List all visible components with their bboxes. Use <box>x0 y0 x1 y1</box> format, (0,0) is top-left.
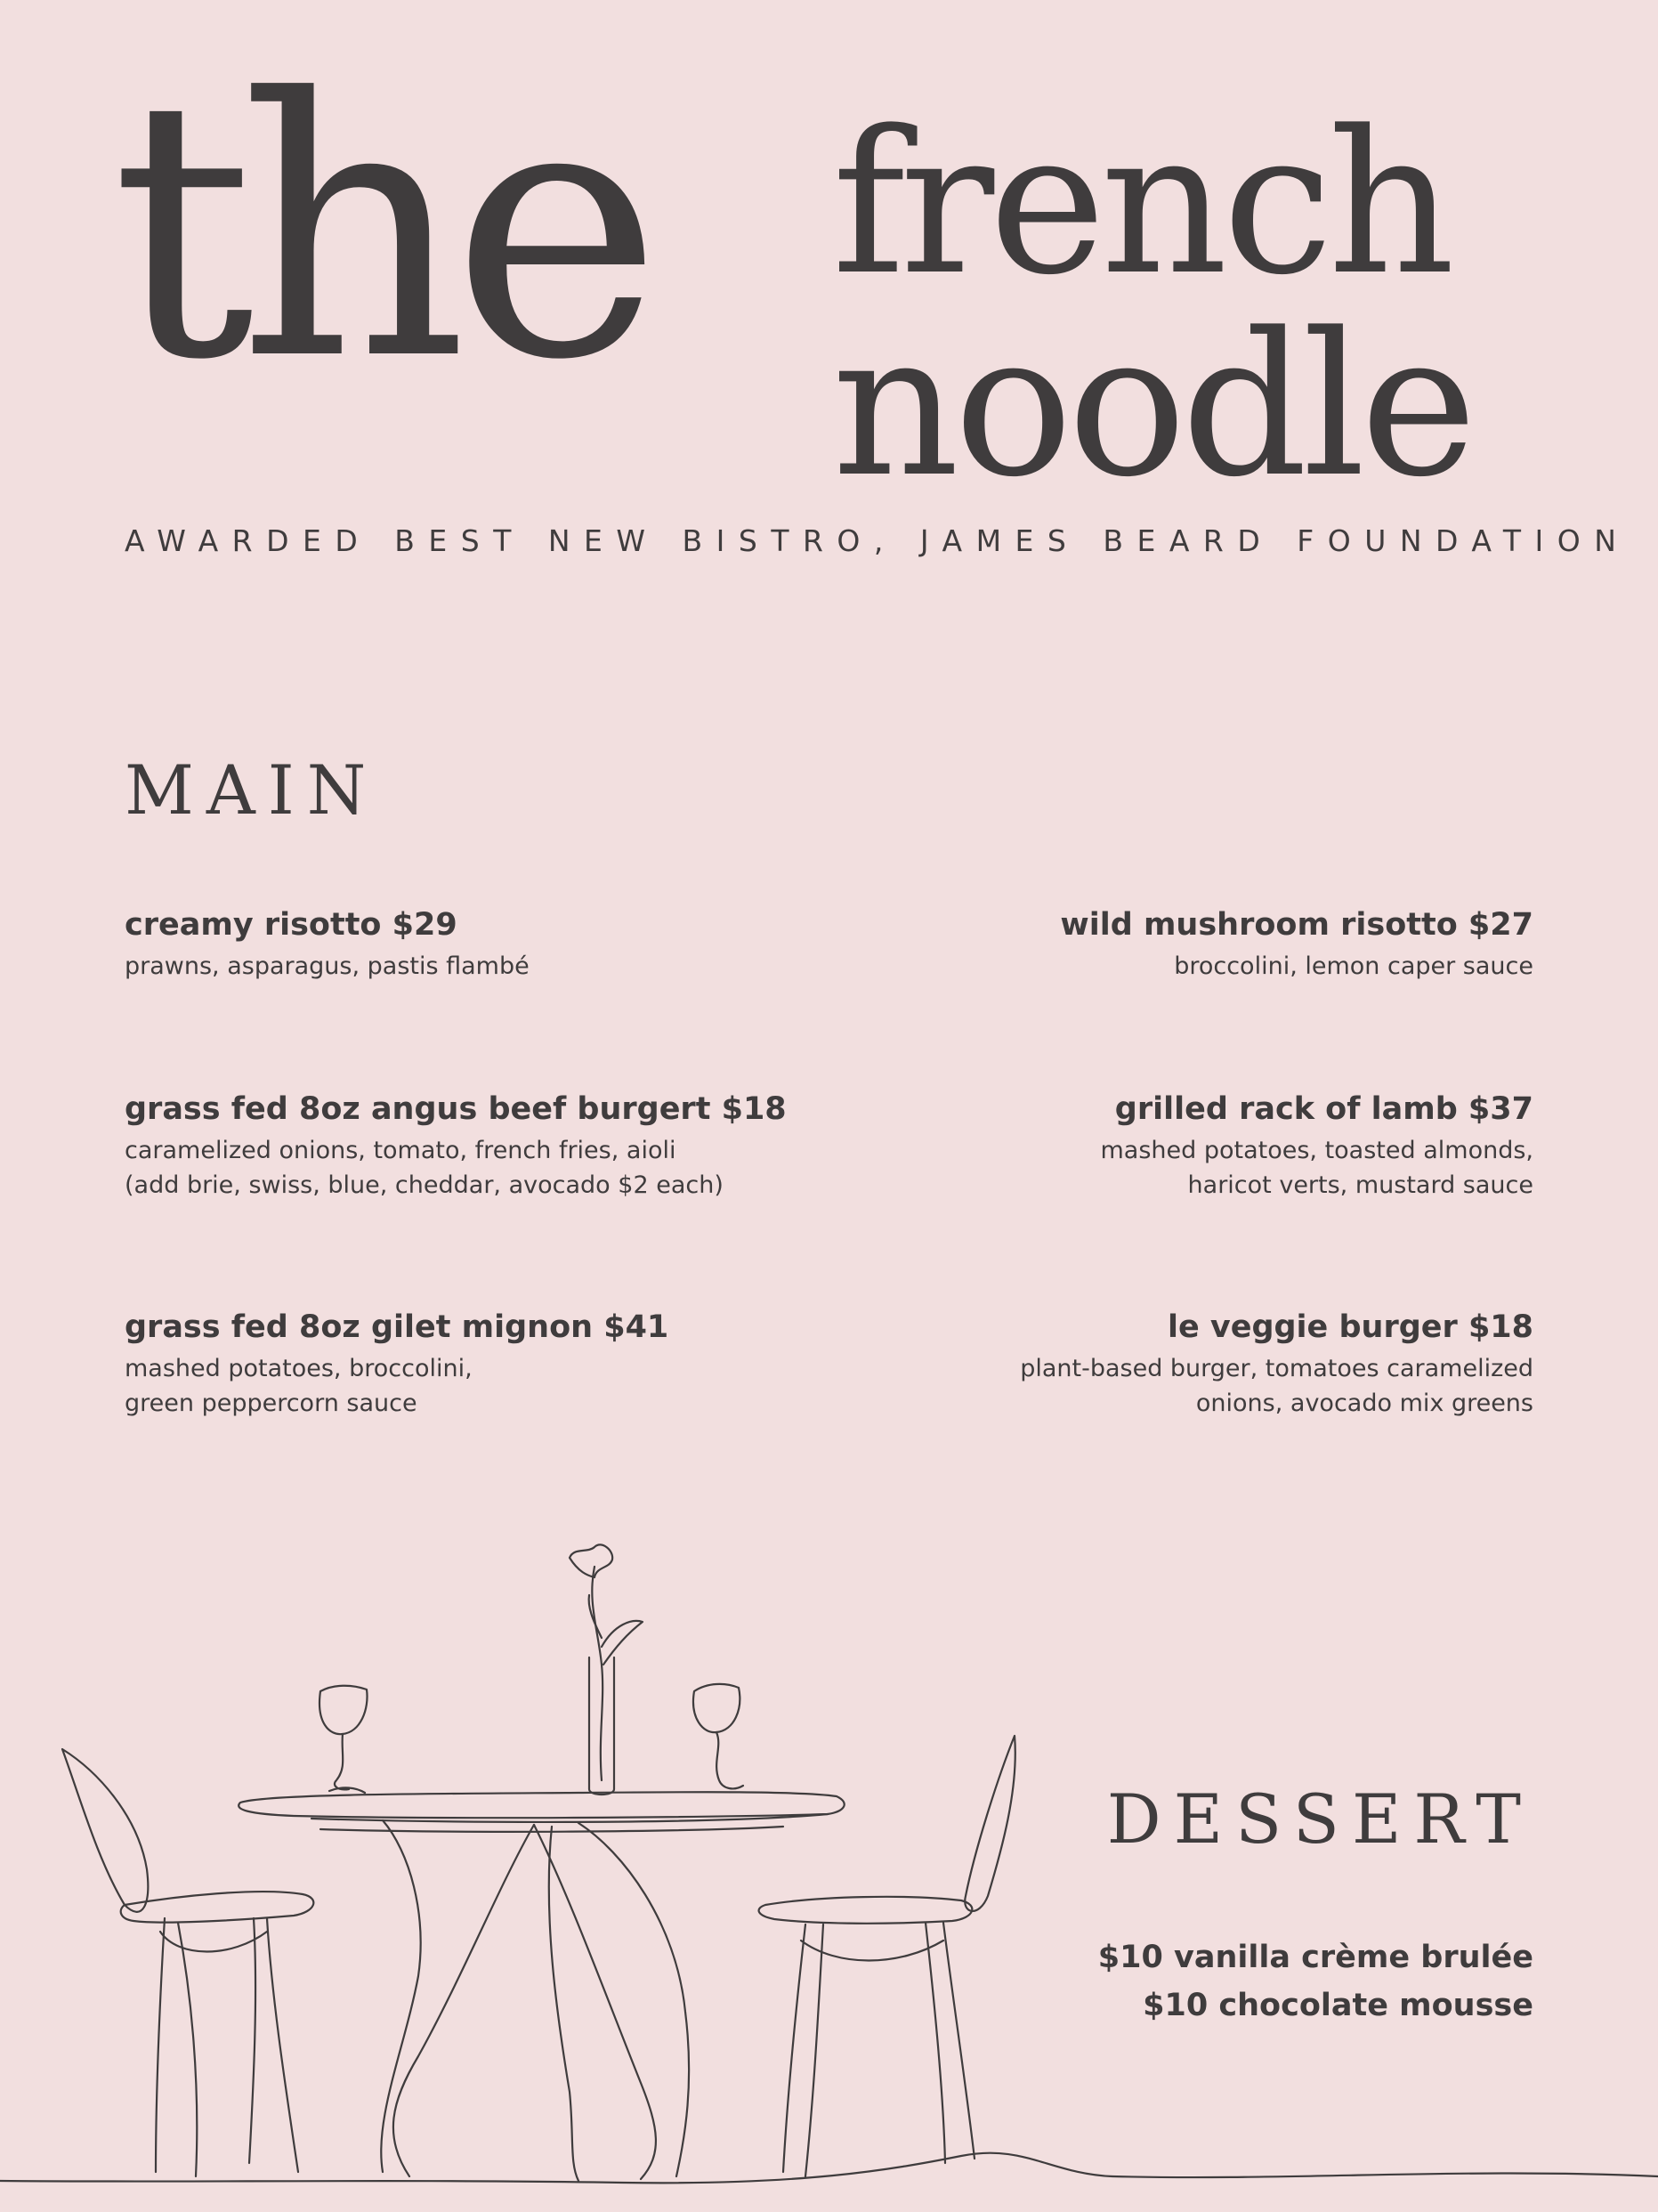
menu-item-name: wild mushroom risotto $27 <box>1060 907 1533 943</box>
logo-french: french <box>832 89 1450 319</box>
menu-item-description: mashed potatoes, broccolini, green peppercorn sauce <box>125 1355 473 1418</box>
menu-item-name: grilled rack of lamb $37 <box>1114 1091 1533 1127</box>
bistro-table-line-drawing-icon <box>0 1513 1658 2212</box>
dessert-list <box>1098 1933 1533 2030</box>
menu-item-name: le veggie burger $18 <box>1167 1309 1533 1345</box>
logo-noodle: noodle <box>832 291 1472 521</box>
menu-item <box>768 906 1533 984</box>
menu-item-name: grass fed 8oz gilet mignon $41 <box>125 1309 669 1345</box>
menu-item-description: prawns, asparagus, pastis flambé <box>125 952 530 980</box>
menu-item <box>768 1309 1533 1421</box>
main-section-title: MAIN <box>125 750 379 830</box>
tagline: AWARDED BEST NEW BISTRO, JAMES BEARD FOUNDATION <box>125 523 1630 558</box>
menu-item <box>768 1090 1533 1203</box>
menu-item-description: caramelized onions, tomato, french fries, aioli (add brie, swiss, blue, cheddar, avocado $2 each) <box>125 1137 724 1200</box>
dessert-item: $10 chocolate mousse <box>1143 1988 1533 2024</box>
menu-item-description: mashed potatoes, toasted almonds, haricot verts, mustard sauce <box>1100 1137 1533 1200</box>
menu-item-name: creamy risotto $29 <box>125 907 457 943</box>
menu-item-description: plant-based burger, tomatoes caramelized onions, avocado mix greens <box>1020 1355 1533 1418</box>
menu-item-name: grass fed 8oz angus beef burgert $18 <box>125 1091 787 1127</box>
dessert-item: $10 vanilla crème brulée <box>1097 1940 1533 1975</box>
dessert-section-title: DESSERT <box>1106 1779 1533 1859</box>
menu-item-description: broccolini, lemon caper sauce <box>1174 952 1533 980</box>
logo-the: the <box>111 24 647 438</box>
